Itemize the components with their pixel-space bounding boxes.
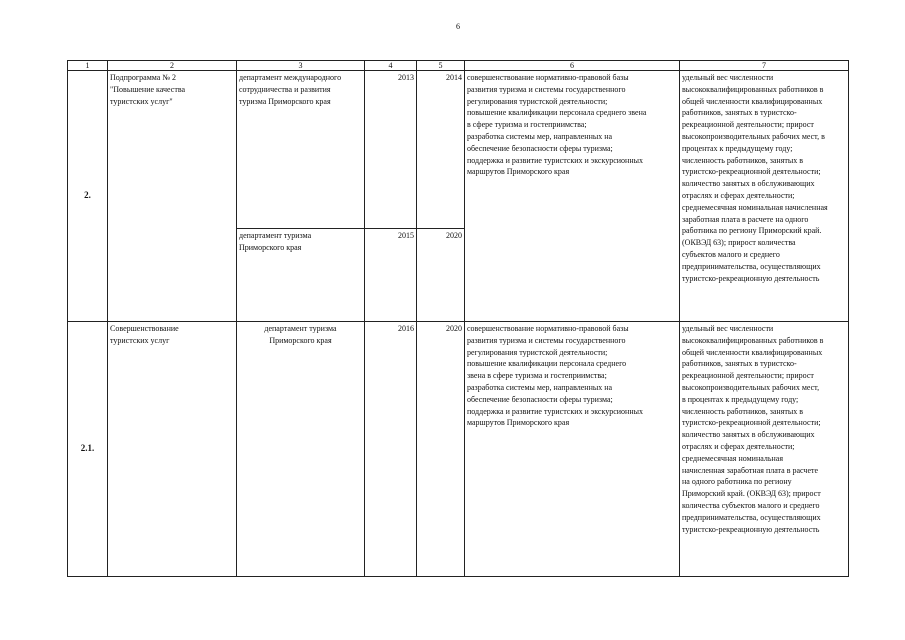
indicators: удельный вес численности высококвалифицированных работников в общей численности квалифицированных работников, занятых в туристско- рекреационной деятельности; прирост высокопроизводительных рабочих мест, в процентах к предыдущему году; численность работников, занятых в туристско-рекреационной деятельности; количество занятых в обслуживающих отраслях и сферах деятельности; среднемесячная номинальная начисленная заработная плата в расчете на одного работника по региону Приморский край. (ОКВЭД 63); прирост количества субъектов малого и среднего предпринимательства, осуществляющих туристско-рекреационную деятельность: [680, 322, 849, 577]
row-number: 2.: [68, 71, 108, 322]
executor-cell: департамент туризма Приморского края: [237, 322, 365, 577]
header-cell: 4: [365, 61, 417, 71]
table-row: [68, 71, 849, 229]
executor-cell: департамент туризма Приморского края: [237, 229, 365, 322]
start-year: 2016: [365, 322, 417, 577]
end-year: 2020: [417, 229, 465, 322]
end-year: 2014: [417, 71, 465, 229]
subprogram-name: Подпрограмма № 2 "Повышение качества туристских услуг": [108, 71, 237, 322]
expected-results: совершенствование нормативно-правовой базы развития туризма и системы государственного регулирования туристской деятельности; повышение квалификации персонала среднего звена в сфере туризма и гостеприимства; разработка системы мер, направленных на обеспечение безопасности сферы туризма; поддержка и развитие туристских и экскурсионных маршрутов Приморского края: [465, 322, 680, 577]
header-cell: 6: [465, 61, 680, 71]
indicators: удельный вес численности высококвалифицированных работников в общей численности квалифицированных работников, занятых в туристско- рекреационной деятельности; прирост высокопроизводительных рабочих мест, в процентах к предыдущему году; численность работников, занятых в туристско-рекреационной деятельности; количество занятых в обслуживающих отраслях и сферах деятельности; среднемесячная номинальная начисленная заработная плата в расчете на одного работника по региону Приморский край. (ОКВЭД 63); прирост количества субъектов малого и среднего предпринимательства, осуществляющих туристско-рекреационную деятельность: [680, 71, 849, 322]
start-year: 2015: [365, 229, 417, 322]
page-number: 6: [456, 22, 460, 31]
header-cell: 3: [237, 61, 365, 71]
header-cell: 2: [108, 61, 237, 71]
expected-results: совершенствование нормативно-правовой базы развития туризма и системы государственного регулирования туристской деятельности; повышение квалификации персонала среднего звена в сфере туризма и гостеприимства; разработка системы мер, направленных на обеспечение безопасности сферы туризма; поддержка и развитие туристских и экскурсионных маршрутов Приморского края: [465, 71, 680, 322]
header-cell: 5: [417, 61, 465, 71]
header-cell: 7: [680, 61, 849, 71]
executor-cell: департамент международного сотрудничества и развития туризма Приморского края: [237, 71, 365, 229]
table-row: [68, 322, 849, 577]
activity-name: Совершенствование туристских услуг: [108, 322, 237, 577]
end-year: 2020: [417, 322, 465, 577]
program-table: [67, 60, 849, 577]
row-number: 2.1.: [68, 322, 108, 577]
start-year: 2013: [365, 71, 417, 229]
header-row: [68, 61, 849, 71]
header-cell: 1: [68, 61, 108, 71]
